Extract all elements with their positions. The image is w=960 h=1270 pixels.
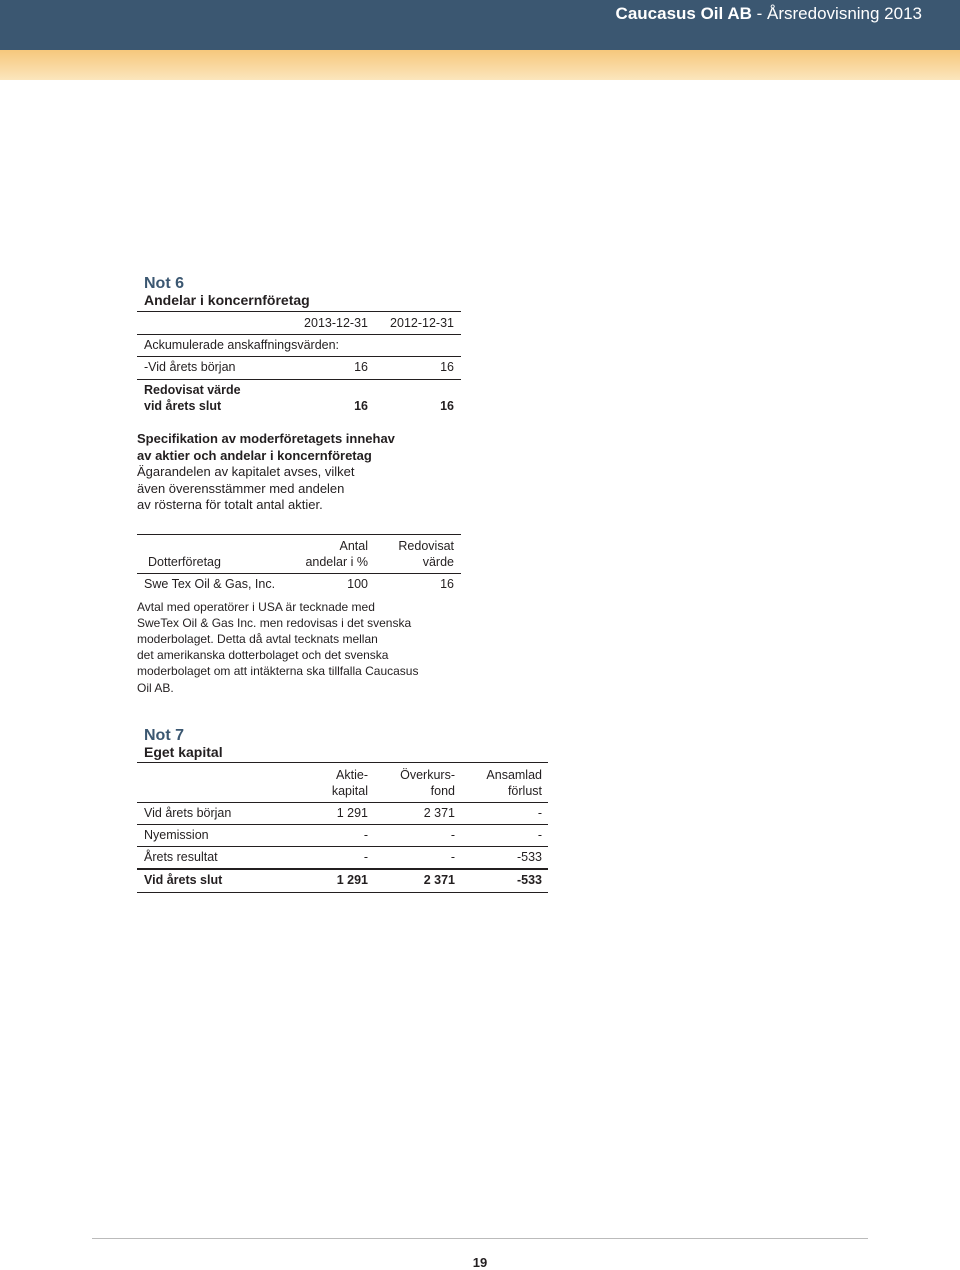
note7-row2-v1: -	[363, 828, 368, 842]
note7-h3-line1: Ansamlad	[486, 768, 542, 782]
spec-text-3: av rösterna för totalt antal aktier.	[137, 497, 323, 512]
note6-row-rule-2	[137, 379, 461, 380]
header-title	[616, 4, 922, 24]
note7-header-rule	[137, 802, 548, 803]
note7-row2-v3: -	[537, 828, 542, 842]
note7-total-v3: -533	[516, 873, 542, 887]
note7-total-label: Vid årets slut	[144, 873, 223, 887]
header-accent-strip	[0, 50, 960, 80]
note6-book-v1: 16	[354, 399, 368, 413]
sub-col2-header-2: värde	[422, 555, 454, 569]
note6-para-line-5: moderbolaget om att intäkterna ska tillfalla Caucasus	[137, 664, 419, 678]
note7-number: Not 7	[144, 727, 184, 744]
note7-row2-label: Nyemission	[144, 828, 209, 842]
header-company: Caucasus Oil AB	[615, 4, 752, 23]
note7-row3-v1: -	[363, 850, 368, 864]
note7-row3-v2: -	[450, 850, 455, 864]
sub-row-name: Swe Tex Oil & Gas, Inc.	[144, 577, 276, 591]
note6-para-line-4: det amerikanska dotterbolaget och det svenska	[137, 648, 389, 662]
sub-row-share: 100	[347, 577, 368, 591]
note6-book-v2: 16	[440, 399, 454, 413]
note7-row-rule-1	[137, 824, 548, 825]
note6-col1-header: 2013-12-31	[304, 316, 368, 330]
note6-number: Not 6	[144, 275, 184, 292]
note7-h2-line2: fond	[430, 784, 455, 798]
note7-row1-v1: 1 291	[336, 806, 368, 820]
note7-title: Eget kapital	[144, 744, 223, 760]
note7-total-rule	[137, 868, 548, 870]
sub-col2-header-1: Redovisat	[398, 539, 454, 553]
note7-h2-line1: Överkurs-	[400, 768, 455, 782]
sub-table-top-rule	[137, 534, 461, 535]
note6-header-rule	[137, 334, 461, 335]
note7-row3-label: Årets resultat	[144, 850, 218, 864]
spec-text-1: Ägarandelen av kapitalet avses, vilket	[137, 464, 355, 479]
spec-heading-1: Specifikation av moderföretagets innehav	[137, 431, 395, 446]
note7-row1-v2: 2 371	[423, 806, 455, 820]
note7-total-v1: 1 291	[336, 873, 368, 887]
note6-title: Andelar i koncernföretag	[144, 292, 310, 308]
sub-col1-header-2: andelar i %	[305, 555, 368, 569]
header-separator: -	[751, 4, 768, 23]
header-subtitle: Årsredovisning 2013	[767, 4, 922, 23]
note6-row-rule-1	[137, 356, 461, 357]
note6-col2-header: 2012-12-31	[390, 316, 454, 330]
note7-row1-v3: -	[537, 806, 542, 820]
note6-start-v1: 16	[354, 360, 368, 374]
spec-text-2: även överensstämmer med andelen	[137, 481, 345, 496]
note7-h1-line1: Aktie-	[336, 768, 368, 782]
note6-para-line-3: moderbolaget. Detta då avtal tecknats mellan	[137, 632, 378, 646]
note7-bottom-rule	[137, 892, 548, 893]
note7-row-rule-2	[137, 846, 548, 847]
page-number: 19	[472, 1255, 488, 1270]
sub-row-value: 16	[440, 577, 454, 591]
note6-book-label-1: Redovisat värde	[144, 383, 241, 397]
note7-h3-line2: förlust	[507, 784, 542, 798]
note6-acc-label: Ackumulerade anskaffningsvärden:	[144, 338, 340, 352]
note6-book-label-2: vid årets slut	[144, 399, 222, 413]
sub-col0-header: Dotterföretag	[148, 555, 221, 569]
note7-h1-line2: kapital	[331, 784, 368, 798]
header-bar	[0, 0, 960, 50]
note7-row3-v3: -533	[516, 850, 542, 864]
sub-table-header-rule	[137, 573, 461, 574]
spec-heading-2: av aktier och andelar i koncernföretag	[137, 448, 372, 463]
note7-row2-v2: -	[450, 828, 455, 842]
note6-start-label: -Vid årets början	[144, 360, 236, 374]
note6-para-line-6: Oil AB.	[137, 681, 174, 695]
note6-para-line-2: SweTex Oil & Gas Inc. men redovisas i det svenska	[137, 616, 412, 630]
note6-para-line-1: Avtal med operatörer i USA är tecknade med	[137, 600, 375, 614]
footer-rule	[92, 1238, 868, 1239]
note7-top-rule	[137, 762, 548, 763]
note7-total-v2: 2 371	[423, 873, 455, 887]
note6-top-rule	[137, 311, 461, 312]
sub-col1-header-1: Antal	[339, 539, 368, 553]
note7-row1-label: Vid årets början	[144, 806, 232, 820]
note6-start-v2: 16	[440, 360, 454, 374]
